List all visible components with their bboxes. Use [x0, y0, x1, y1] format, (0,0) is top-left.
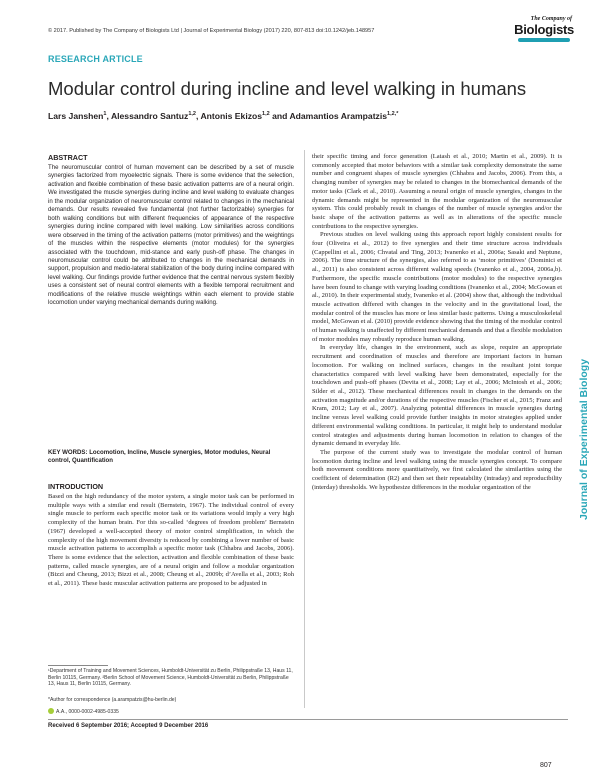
abstract-text: The neuromuscular control of human movement can be described by a set of muscle synergies factorized from myoelectric signals. There is some evidence that the selection, activation and flexible combination of these basic activation patterns are of a neural origin. We investigated the muscle synergies during incline and level walking to evaluate changes in the modular organization of neuromuscular control related to changes in the mechanical demands. Our results revealed five fundamental (not further factorizable) synergies for both walking conditions but with different frequencies of appearance of the respective synergies during incline compared with level walking. Low similarities across conditions were observed in the timing of the activation patterns (motor primitives) and the weightings of the muscles within the respective elements (motor modules) for the synergies associated with the touchdown, mid-stance and early push-off phase. The changes in neuromuscular control could be attributed to changes in the mechanical demands in support, propulsion and medio-lateral stabilization of the body during incline compared with level walking. Our findings provide further evidence that the central nervous system flexibly uses a consistent set of neural control elements with a flexible temporal recruitment and modifications of the relative muscle weightings within each element to provide stable locomotion under varying mechanical demands during walking. [48, 164, 294, 307]
abstract-heading: ABSTRACT [48, 153, 88, 162]
logo-small-text: The Company of [530, 16, 572, 22]
paragraph: In everyday life, changes in the environment, such as slope, require an appropriate recruitment and coordination of muscles and therefore are important factors in human locomotion. For walking on inclined surfaces, changes in the resultant joint torque characteristics compared with level walking have been demonstrated, especially for the touchdown and push-off phases (Devita et al., 2008; Lay et al., 2006; McIntosh et al., 2006; Silder et al., 2012). These mechanical differences result in changes in the demands on the activation magnitude and/or durations of the respective muscles (Fischer et al., 2015; Franz and Kram, 2012; Lay et al., 2007). Analyzing potential differences in muscle synergies during incline versus level walking could provide further insights in motor strategies applied under different environmental walking conditions. In particular, it might help to understand modular control strategies and adjustments during human locomotion in relation to changes of the dynamic demand in everyday life. [312, 344, 562, 448]
author-name[interactable]: Lars Janshen [48, 111, 104, 121]
orcid-line[interactable] [48, 708, 119, 715]
keywords: KEY WORDS: Locomotion, Incline, Muscle synergies, Motor modules, Neural control, Quantification [48, 449, 271, 465]
author-affil: 1,2 [262, 111, 270, 118]
author-sep: and [269, 111, 290, 121]
orcid-icon [48, 708, 54, 714]
right-column-text [312, 153, 562, 492]
author-name[interactable]: Alessandro Santuz [110, 111, 189, 121]
column-divider [304, 150, 305, 708]
bottom-rule [48, 719, 568, 720]
received-dates: Received 6 September 2016; Accepted 9 December 2016 [48, 723, 209, 729]
author-affil: 1,2,* [387, 111, 399, 118]
affiliation-footnotes: ¹Department of Training and Movement Sciences, Humboldt-Universität zu Berlin, Philippstraße 13, Haus 11, Berlin 10115, Germany. ²Berlin School of Movement Science, Humboldt-Universität zu Berlin, Philippstraße 13, Haus 11, Berlin 10115, Germany. [48, 668, 293, 688]
company-of-biologists-logo[interactable] [512, 16, 574, 48]
orcid-text: A.A., 0000-0002-4985-0335 [56, 709, 119, 715]
author-affil: 1,2 [188, 111, 196, 118]
article-title: Modular control during incline and level walking in humans [48, 78, 527, 99]
paragraph: their specific timing and force generation (Latash et al., 2010; Martin et al., 2009). It is commonly accepted that motor behaviors with a similar task complexity demonstrate the same number and congruent shapes of muscle synergies (Chhabra and Jacobs, 2006). From this, a changing number of synergies may be related to changes in the biomechanical demands of the motor tasks (Clark et al., 2010). Assuming a neural origin of muscle synergies, changes in the dynamic demands might be represented in the modular organization of the neuromuscular system. This could probably result in changes of the number of muscle synergies and/or the basic shape of the activation patterns as well as in alterations of the specific muscle contributions to the respective synergies. [312, 153, 562, 230]
author-sep: , [106, 111, 111, 121]
paragraph: Previous studies on level walking using this approach report highly consistent results for four (Oliveira et al., 2012) to five synergies and their time structure across individuals (Cappellini et al., 2006; Chvatal and Ting, 2013; Ivanenko et al., 2006a; Sasaki and Neptune, 2006). The time structure of the synergies, also referred to as ‘motor primitives’ (Dominici et al., 2011) is also consistent across different walking speeds (Ivanenko et al., 2004, 2006a,b). Furthermore, the specific muscle contributions (motor modules) to the respective synergies have been found to change with varying loading conditions (Ivanenko et al., 2004; McGowan et al., 2010). In their experimental study, Ivanenko et al. (2004) show that, although the individual muscle activation differed with changes in the velocity and in the gravitational load, the modular control of the muscles has more or less similar basic patterns. Using a musculoskeletal model, McGowan et al. (2010) provide evidence showing that the timing of the modular control of human walking is unaffected by different mechanical demands and that a flexible modulation of motor modules may robustly reproduce human walking. [312, 231, 562, 343]
correspondence-note[interactable]: *Author for correspondence (a.arampatzis@hu-berlin.de) [48, 697, 177, 703]
author-name[interactable]: Antonis Ekizos [200, 111, 263, 121]
paragraph: The purpose of the current study was to investigate the modular control of human locomotion during incline and level walking using the muscle synergies concept. To compare both movement conditions more quantitatively, we first calculated the similarities using the coefficient of determination (R2) and then set their repeatability (intraday) and reproducibility (interday) thresholds. We hypothesize differences in the modular organization of the [312, 448, 562, 491]
introduction-text: Based on the high redundancy of the motor system, a single motor task can be performed in multiple ways with a similar end result (Bernstein, 1967). The individual control of every single muscle to perform each specific motor task or its variations would imply a very high complexity of the human brain. For this so-called ‘degrees of freedom problem’ Bernstein (1967) developed a well-accepted theory of motor control simplification, in which the complexity of the high movement diversity is reduced by combining a lower number of basic muscle activation patterns to accomplish a specific motor task (Chhabra and Jacobs, 2006). There is some evidence that the selection, activation and flexible combination of these basic patterns, called muscle synergies, are of a neural origin and follow a modular organization (Bizzi and Cheung, 2013; Bizzi et al., 2008; Cheung et al., 2009b; d’Avella et al., 2003; Roh et al., 2011). These basic muscular activation patterns are proposed to be adjusted in [48, 493, 294, 588]
page-number: 807 [540, 762, 552, 769]
author-sep: , [195, 111, 201, 121]
logo-swoosh-icon [518, 38, 570, 42]
journal-side-label: Journal of Experimental Biology [578, 358, 590, 520]
author-list [48, 111, 398, 121]
section-label: RESEARCH ARTICLE [48, 54, 143, 64]
citation-header: © 2017. Published by The Company of Biologists Ltd | Journal of Experimental Biology (2017) 220, 807-813 doi:10.1242/jeb.148957 [48, 28, 375, 34]
logo-brand-text: Biologists [514, 22, 574, 37]
footnote-rule [48, 665, 108, 666]
author-name[interactable]: Adamantios Arampatzis [289, 111, 388, 121]
introduction-heading: INTRODUCTION [48, 482, 104, 491]
author-affil: 1 [103, 111, 107, 118]
